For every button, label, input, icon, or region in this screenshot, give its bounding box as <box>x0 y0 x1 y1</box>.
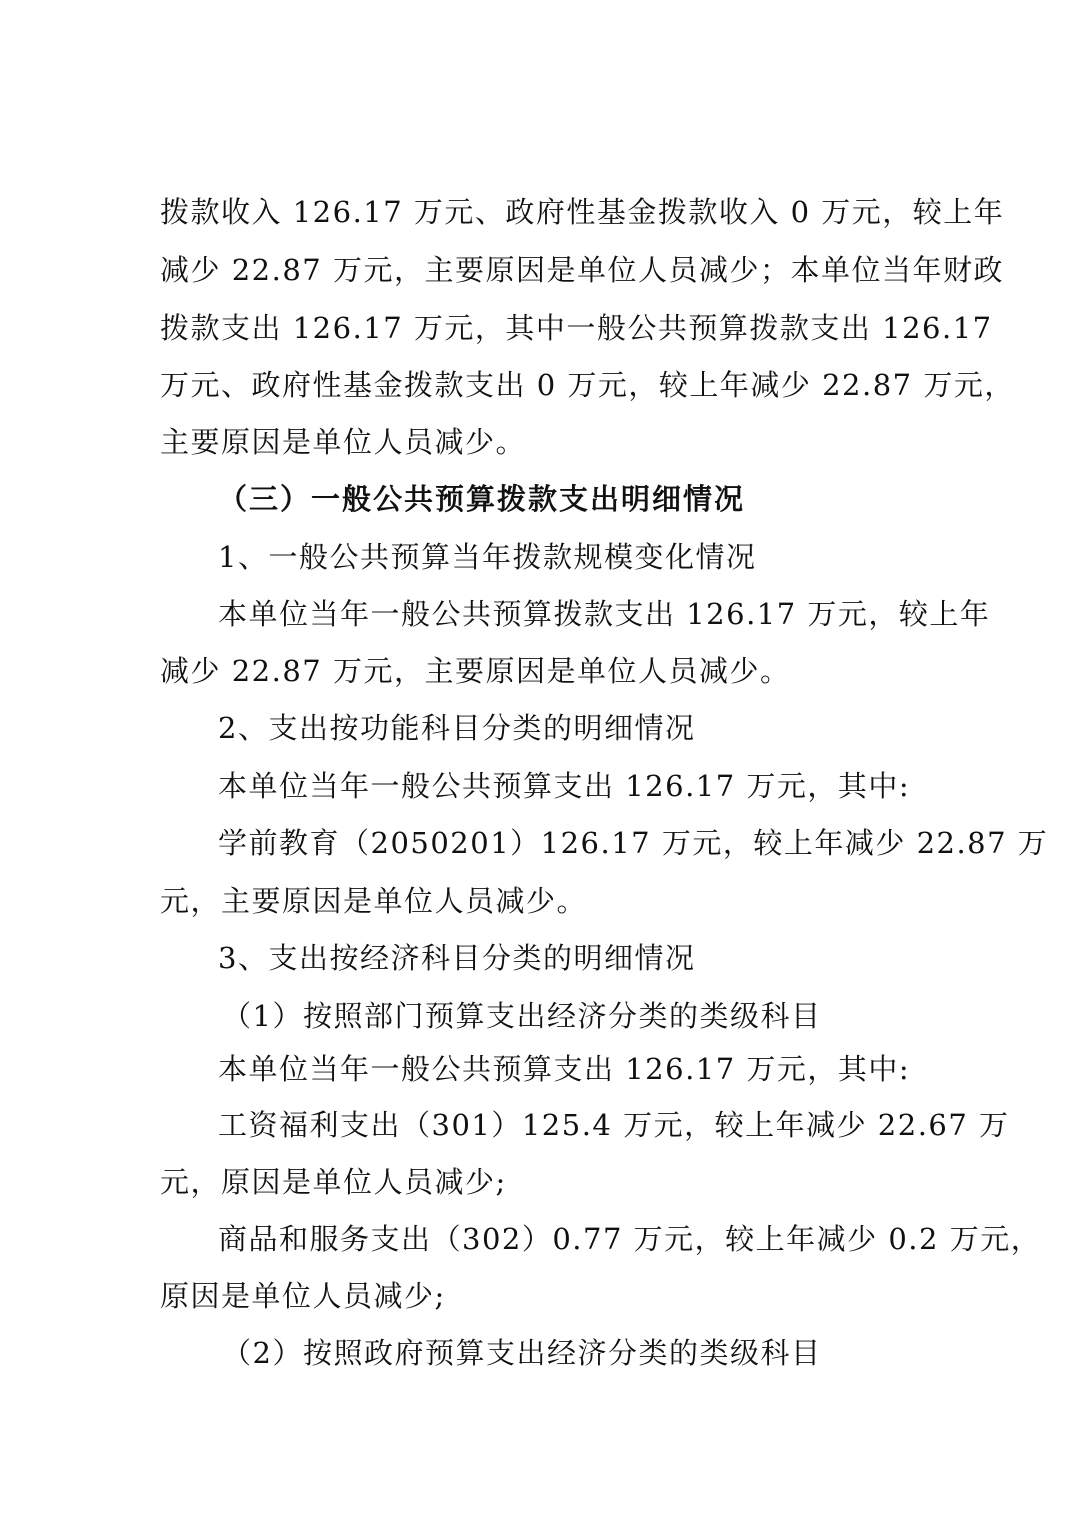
body-text-line: 学前教育（2050201）126.17 万元，较上年减少 22.87 万 <box>218 826 1049 860</box>
body-text-line: 原因是单位人员减少; <box>160 1279 446 1313</box>
body-text-line: 拨款支出 126.17 万元，其中一般公共预算拨款支出 126.17 <box>160 311 993 345</box>
subsection-title: 2、支出按功能科目分类的明细情况 <box>218 711 696 745</box>
body-text-line: 本单位当年一般公共预算支出 126.17 万元，其中: <box>218 769 911 803</box>
body-text-line: 减少 22.87 万元，主要原因是单位人员减少。 <box>160 654 791 688</box>
subsection-title: 1、一般公共预算当年拨款规模变化情况 <box>218 540 757 574</box>
sub-item-title: （2）按照政府预算支出经济分类的类级科目 <box>222 1336 822 1370</box>
body-text-line: 主要原因是单位人员减少。 <box>160 425 527 459</box>
body-text-line: 本单位当年一般公共预算拨款支出 126.17 万元，较上年 <box>218 597 991 631</box>
body-text-line: 元，主要原因是单位人员减少。 <box>160 884 588 918</box>
body-text-line: 减少 22.87 万元，主要原因是单位人员减少；本单位当年财政 <box>160 253 1004 287</box>
body-text-line: 元，原因是单位人员减少; <box>160 1165 507 1199</box>
sub-item-title: （1）按照部门预算支出经济分类的类级科目 <box>222 999 822 1033</box>
body-text-line: 工资福利支出（301）125.4 万元，较上年减少 22.67 万 <box>218 1108 1010 1142</box>
section-heading: （三）一般公共预算拨款支出明细情况 <box>218 482 746 516</box>
body-text-line: 商品和服务支出（302）0.77 万元，较上年减少 0.2 万元， <box>218 1222 1042 1256</box>
body-text-line: 拨款收入 126.17 万元、政府性基金拨款收入 0 万元，较上年 <box>160 195 1005 229</box>
subsection-title: 3、支出按经济科目分类的明细情况 <box>218 941 696 975</box>
body-text-line: 万元、政府性基金拨款支出 0 万元，较上年减少 22.87 万元， <box>160 368 1015 402</box>
body-text-line: 本单位当年一般公共预算支出 126.17 万元，其中: <box>218 1052 911 1086</box>
